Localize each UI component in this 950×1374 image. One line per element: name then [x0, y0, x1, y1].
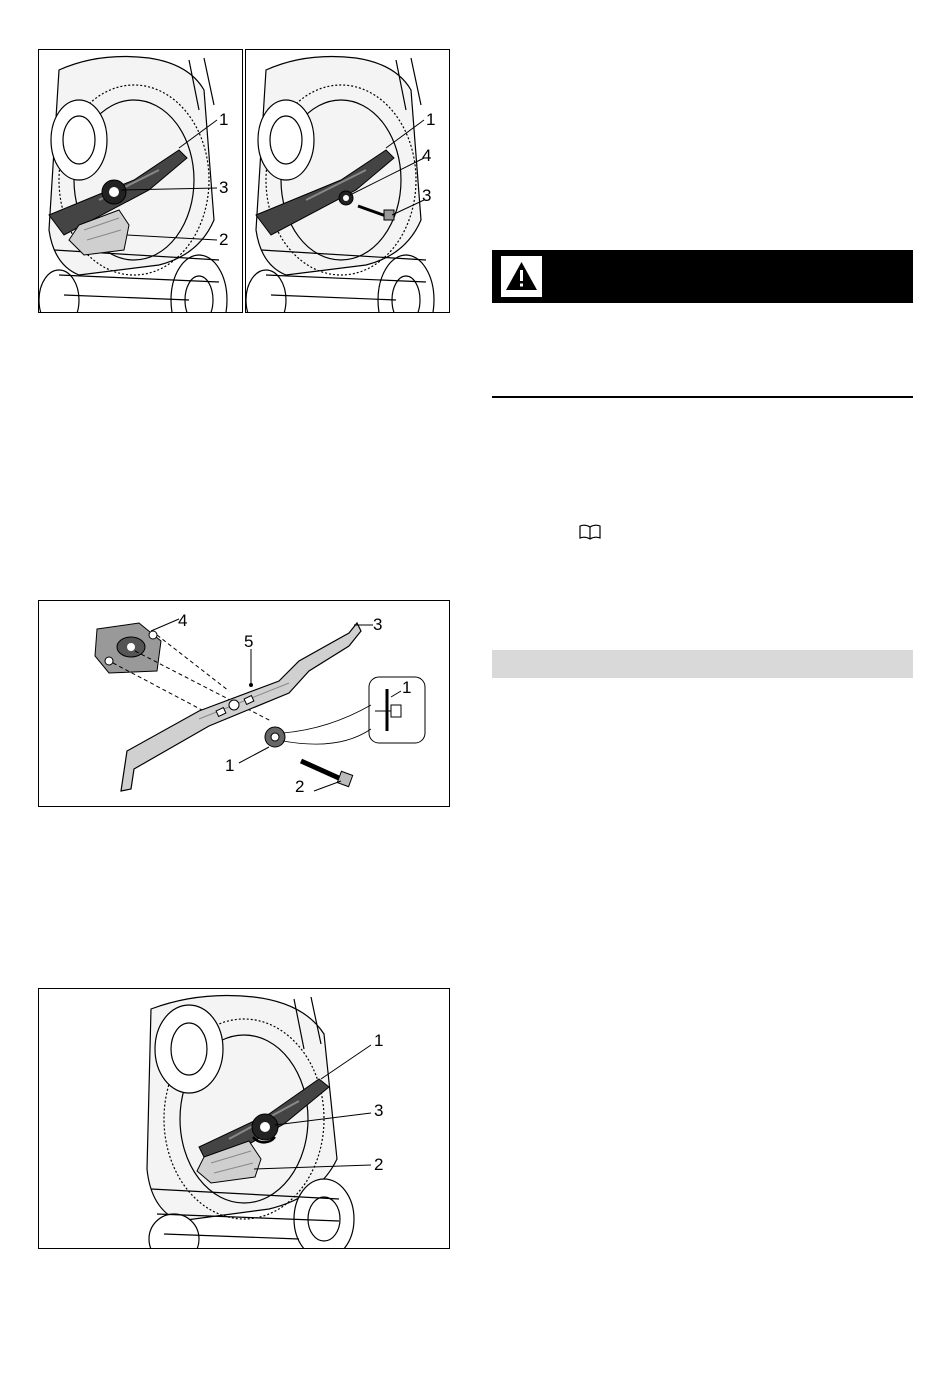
callout-3: 3	[374, 1101, 384, 1120]
figure-blade-removal-right	[245, 49, 450, 313]
callout-3: 3	[373, 615, 383, 634]
mower-underside-exploded-illustration	[246, 50, 450, 313]
callout-4: 4	[178, 611, 188, 630]
figure-blade-installation	[38, 988, 450, 1249]
callout-5: 5	[244, 632, 254, 651]
callout-1: 1	[426, 110, 436, 129]
mower-underside-illustration	[39, 50, 243, 313]
callout-2: 2	[374, 1155, 384, 1174]
figure-blade-assembly	[38, 600, 450, 807]
mower-underside-installation-illustration	[39, 989, 450, 1249]
callout-3: 3	[422, 186, 432, 205]
section-divider	[492, 396, 913, 398]
callout-1: 1	[225, 756, 235, 775]
callout-1: 1	[219, 110, 229, 129]
warning-header-bar	[492, 250, 913, 303]
warning-triangle-icon	[501, 256, 542, 297]
callout-2: 2	[219, 230, 229, 249]
section-heading-bar	[492, 650, 913, 678]
callout-4: 4	[422, 146, 432, 165]
callout-1: 1	[374, 1031, 384, 1050]
callout-2: 2	[295, 777, 305, 796]
warning-icon-box	[501, 256, 542, 297]
callout-1: 1	[402, 678, 412, 697]
callout-3: 3	[219, 178, 229, 197]
figure-blade-removal-left	[38, 49, 243, 313]
book-icon	[579, 524, 601, 540]
